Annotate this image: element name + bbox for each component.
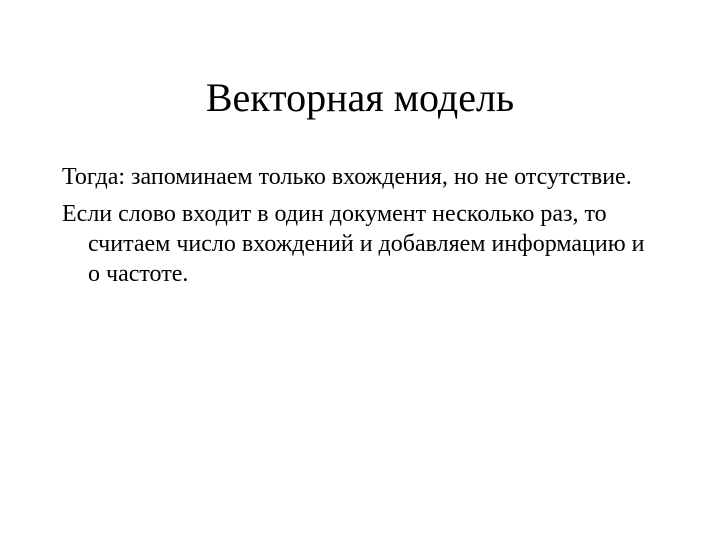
paragraph-occurrences: Тогда: запоминаем только вхождения, но не отсутствие.	[62, 164, 632, 190]
slide-title: Векторная модель	[205, 75, 515, 120]
paragraph-frequency: Если слово входит в один документ несколько раз, то считаем число вхождений и добавляем информацию и о частоте.	[62, 201, 645, 287]
slide-body	[62, 162, 662, 296]
